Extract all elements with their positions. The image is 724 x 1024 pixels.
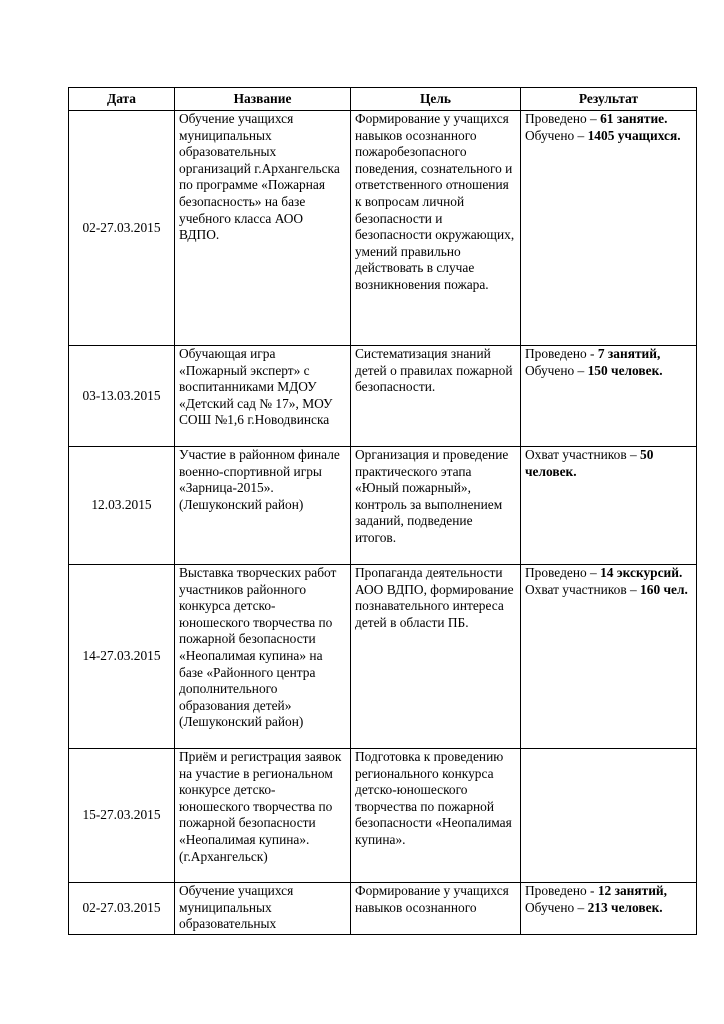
row-goal: Подготовка к проведению регионального конкурса детско-юношеского творчества по пожарной безопасности «Неопалимая купина». [351,749,521,883]
row-name: Приём и регистрация заявок на участие в региональном конкурсе детско-юношеского творчества по пожарной безопасности «Неопалимая купина». (г.Архангельск) [175,749,351,883]
header-name: Название [175,88,351,111]
row-result [521,749,697,883]
row-date: 14-27.03.2015 [69,565,175,749]
row-name: Обучающая игра «Пожарный эксперт» с воспитанниками МДОУ «Детский сад № 17», МОУ СОШ №1,6 г.Новодвинска [175,346,351,447]
table-row [69,883,697,935]
result-value: 12 занятий, [597,883,667,898]
row-result [521,565,697,749]
header-date: Дата [69,88,175,111]
row-name: Выставка творческих работ участников районного конкурса детско-юношеского творчества по пожарной безопасности «Неопалимая купина» на базе «Районного центра дополнительного образования детей» (Лешуконский район) [175,565,351,749]
table-row [69,565,697,749]
row-name: Обучение учащихся муниципальных образовательных организаций г.Архангельска по программе «Пожарная безопасность» на базе учебного класса АОО ВДПО. [175,111,351,346]
header-result: Результат [521,88,697,111]
row-goal: Организация и проведение практического этапа «Юный пожарный», контроль за выполнением заданий, подведение итогов. [351,447,521,565]
table-row [69,346,697,447]
row-name: Участие в районном финале военно-спортивной игры «Зарница-2015». (Лешуконский район) [175,447,351,565]
row-result [521,111,697,346]
table-row [69,447,697,565]
result-label: Охват участников – [525,581,641,597]
row-date: 12.03.2015 [69,447,175,565]
row-name: Обучение учащихся муниципальных образовательных [175,883,351,935]
result-label: Проведено – [525,565,601,580]
result-label: Проведено – [525,111,601,126]
row-goal: Формирование у учащихся навыков осознанного [351,883,521,935]
table-row [69,111,697,346]
row-goal: Формирование у учащихся навыков осознанного пожаробезопасного поведения, сознательного и ответственного отношения к вопросам личной безопасности и безопасности окружающих, умений правильно действовать в случае возникновения пожара. [351,111,521,346]
result-label: Обучено – [525,899,588,915]
row-date: 02-27.03.2015 [69,111,175,346]
row-date: 02-27.03.2015 [69,883,175,935]
row-result [521,883,697,935]
result-label: Проведено - [525,883,598,898]
row-result [521,346,697,447]
table-header-row [69,88,697,111]
row-result [521,447,697,565]
result-label: Проведено - [525,346,598,361]
row-goal: Систематизация знаний детей о правилах пожарной безопасности. [351,346,521,447]
result-label: Обучено – [525,362,588,378]
result-value: 50 человек. [525,447,654,479]
result-value: 14 экскурсий. [600,565,683,580]
result-value: 1405 учащихся. [587,127,681,143]
row-date: 15-27.03.2015 [69,749,175,883]
table-row [69,749,697,883]
result-value: 61 занятие. [600,111,668,126]
result-label: Обучено – [525,127,588,143]
header-goal: Цель [351,88,521,111]
result-value: 7 занятий, [597,346,661,361]
row-date: 03-13.03.2015 [69,346,175,447]
result-value: 213 человек. [587,899,663,915]
events-table [68,87,697,935]
row-goal: Пропаганда деятельности АОО ВДПО, формирование познавательного интереса детей в области ПБ. [351,565,521,749]
result-value: 160 чел. [640,581,688,597]
result-label: Охват участников – [525,447,641,462]
result-value: 150 человек. [587,362,663,378]
